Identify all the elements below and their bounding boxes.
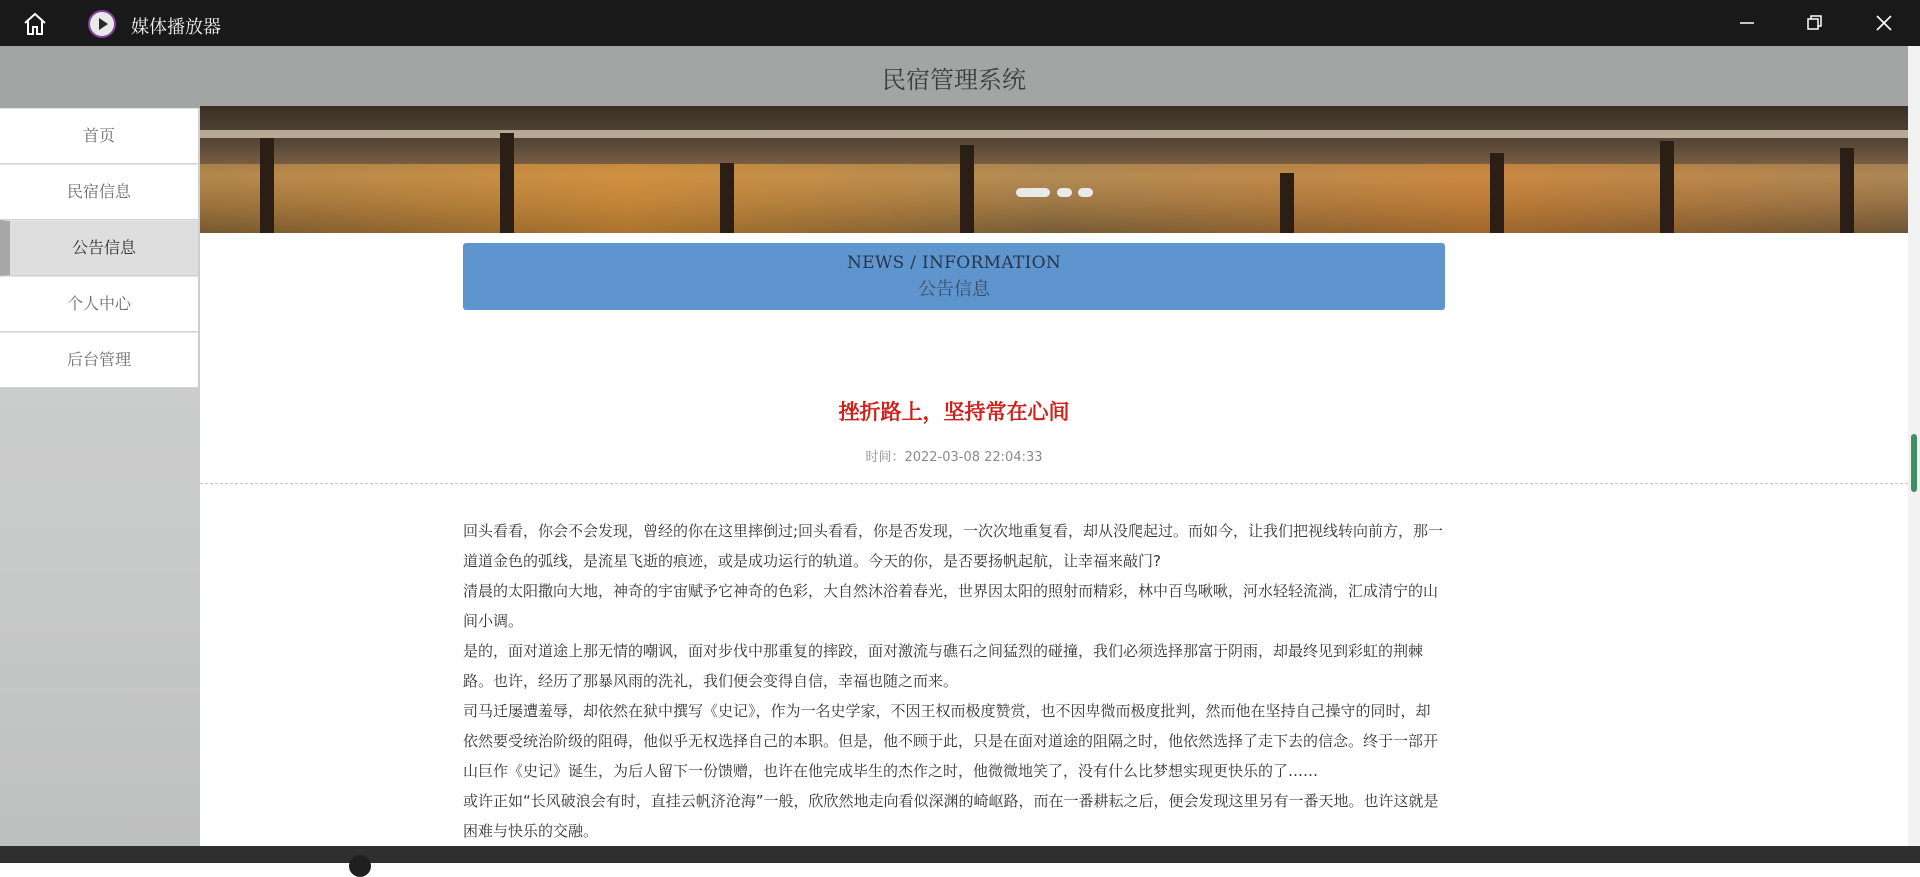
article-title: 挫折路上，坚持常在心间 bbox=[838, 400, 1070, 424]
site-header bbox=[0, 46, 1908, 108]
play-circle-icon bbox=[88, 10, 116, 38]
banner-carousel[interactable] bbox=[200, 106, 1908, 233]
close-icon[interactable] bbox=[1874, 13, 1894, 33]
article-paragraph: 是的，面对道途上那无情的嘲讽，面对步伐中那重复的摔跤，面对激流与礁石之间猛烈的碰撞，我们必须选择那富于阴雨，却最终见到彩虹的荆棘路。也许，经历了那暴风雨的洗礼，我们便会变得自信，幸福也随之而来。 bbox=[463, 642, 1424, 690]
carousel-dot-active[interactable] bbox=[1016, 188, 1050, 197]
banner-pile bbox=[960, 145, 974, 233]
sidebar-item-personal-center[interactable]: 个人中心 bbox=[0, 276, 198, 332]
divider bbox=[0, 483, 1908, 484]
carousel-dot[interactable] bbox=[1057, 188, 1072, 197]
banner-pile bbox=[500, 133, 514, 233]
minimize-icon[interactable] bbox=[1737, 13, 1757, 33]
banner-pile bbox=[260, 138, 274, 233]
article-paragraph: 清晨的太阳撒向大地，神奇的宇宙赋予它神奇的色彩，大自然沐浴着春光，世界因太阳的照射而精彩，林中百鸟啾啾，河水轻轻流淌，汇成清宁的山间小调。 bbox=[463, 582, 1439, 630]
section-header-bar bbox=[463, 243, 1445, 310]
banner-pile bbox=[1660, 141, 1674, 233]
home-icon[interactable] bbox=[22, 11, 48, 37]
banner-water-reflection bbox=[200, 164, 1908, 233]
article-body bbox=[463, 516, 1445, 863]
carousel-dot[interactable] bbox=[1078, 188, 1093, 197]
sidebar-item-home[interactable]: 首页 bbox=[0, 108, 198, 164]
article-paragraph: 或许正如“长风破浪会有时，直挂云帆济沧海”一般，欣欣然地走向看似深渊的崎岖路，而在一番耕耘之后，便会发现这里另有一番天地。也许这就是困难与快乐的交融。 bbox=[463, 792, 1439, 840]
app-window bbox=[0, 46, 1920, 863]
article-paragraph: 司马迁屡遭羞辱，却依然在狱中撰写《史记》，作为一名史学家，不因王权而极度赞赏，也不因卑微而极度批判，然而他在坚持自己操守的同时，却依然要受统治阶级的阻碍，他似乎无权选择自己的本职。但是，他不顾于此，只是在面对道途的阻隔之时，他依然选择了走下去的信念。终于一部开山巨作《史记》诞生，为后人留下一份馈赠，也许在他完成毕生的杰作之时，他微微地笑了，没有什么比梦想实现更快乐的了…… bbox=[463, 702, 1439, 780]
window-titlebar bbox=[0, 0, 1920, 46]
banner-pile bbox=[1490, 153, 1504, 233]
media-seek-handle[interactable] bbox=[349, 855, 371, 877]
window-title: 媒体播放器 bbox=[131, 17, 221, 38]
banner-pile bbox=[1280, 173, 1294, 233]
banner-pile bbox=[1840, 148, 1854, 233]
restore-icon[interactable] bbox=[1805, 13, 1825, 33]
sidebar-item-homestay-info[interactable]: 民宿信息 bbox=[0, 164, 198, 220]
site-title: 民宿管理系统 bbox=[882, 66, 1026, 94]
banner-pier-deck bbox=[200, 130, 1908, 138]
sidebar bbox=[0, 108, 200, 863]
media-control-bar bbox=[0, 846, 1920, 863]
article-paragraph: 回头看看，你会不会发现，曾经的你在这里摔倒过;回头看看，你是否发现，一次次地重复看，却从没爬起过。而如今，让我们把视线转向前方，那一道道金色的弧线，是流星飞逝的痕迹，或是成功运行的轨道。今天的你，是否要扬帆起航，让幸福来敲门? bbox=[463, 522, 1444, 570]
article-timestamp: 时间：2022-03-08 22:04:33 bbox=[865, 450, 1043, 465]
sidebar-item-admin[interactable]: 后台管理 bbox=[0, 332, 198, 388]
section-header-cn: 公告信息 bbox=[918, 279, 990, 300]
sidebar-item-announcements[interactable]: 公告信息 bbox=[0, 220, 198, 276]
banner-pile bbox=[720, 163, 734, 233]
section-header-en: NEWS / INFORMATION bbox=[846, 253, 1062, 273]
scrollbar-thumb[interactable] bbox=[1911, 434, 1917, 492]
